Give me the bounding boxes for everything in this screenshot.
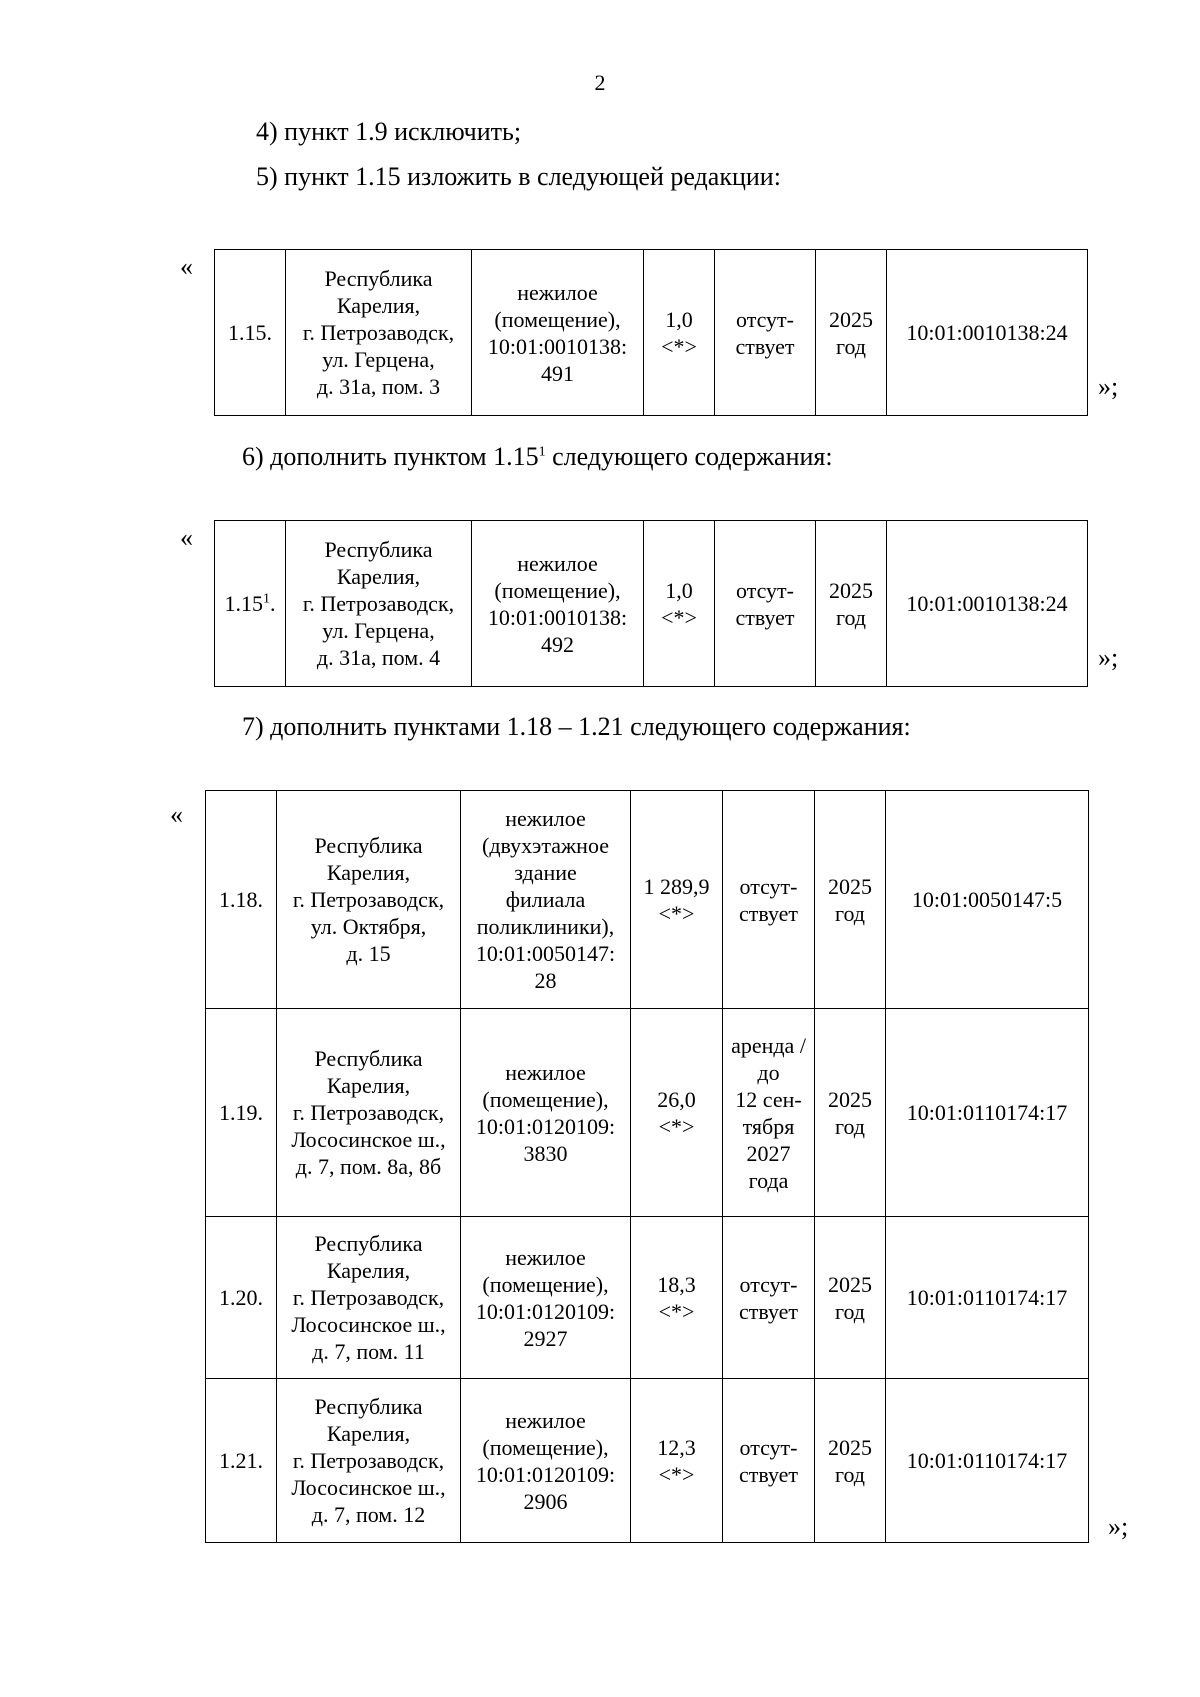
cell-area: 1,0 <*> [644, 521, 715, 687]
cell-area: 18,3 <*> [631, 1217, 723, 1379]
cell-number: 1.15$^1$. [215, 521, 286, 687]
cell-area: 12,3 <*> [631, 1379, 723, 1543]
cell-year: 2025 год [816, 250, 887, 416]
cell-address: Республика Карелия, г. Петрозаводск, ул. Октября, д. 15 [277, 791, 461, 1009]
open-quote-3: « [170, 800, 183, 829]
cell-year: 2025 год [815, 791, 886, 1009]
cell-number: 1.19. [206, 1009, 277, 1217]
cell-year: 2025 год [815, 1009, 886, 1217]
close-quote-2: »; [1098, 643, 1119, 672]
cell-address: Республика Карелия, г. Петрозаводск, Лососинское ш., д. 7, пом. 8а, 8б [277, 1009, 461, 1217]
table-item-1-15 [214, 249, 1088, 416]
table-row [215, 250, 1088, 416]
cell-address: Республика Карелия, г. Петрозаводск, ул. Герцена, д. 31а, пом. 3 [286, 250, 472, 416]
cell-number: 1.15. [215, 250, 286, 416]
open-quote-1: « [180, 252, 193, 281]
item-4-text: 4) пункт 1.9 исключить; [256, 117, 522, 146]
cell-year: 2025 год [815, 1379, 886, 1543]
cell-area: 1 289,9 <*> [631, 791, 723, 1009]
cell-year: 2025 год [816, 521, 887, 687]
open-quote-2: « [180, 523, 193, 552]
close-quote-1: »; [1098, 372, 1119, 401]
cell-number: 1.20. [206, 1217, 277, 1379]
table-row [206, 1217, 1089, 1379]
table-row [215, 521, 1088, 687]
item-6-text: 6) дополнить пунктом 1.15$^1$ следующего содержания: [242, 442, 833, 471]
table-item-1-15-1 [214, 520, 1088, 687]
cell-cadastral: 10:01:0110174:17 [886, 1217, 1089, 1379]
cell-cadastral: 10:01:0110174:17 [886, 1009, 1089, 1217]
cell-cadastral: 10:01:0010138:24 [887, 250, 1088, 416]
close-quote-3: »; [1108, 1512, 1129, 1541]
cell-year: 2025 год [815, 1217, 886, 1379]
cell-number: 1.21. [206, 1379, 277, 1543]
table-row [206, 791, 1089, 1009]
table-row [206, 1379, 1089, 1543]
cell-address: Республика Карелия, г. Петрозаводск, Лососинское ш., д. 7, пом. 11 [277, 1217, 461, 1379]
cell-object: нежилое (помещение), 10:01:0010138: 491 [472, 250, 644, 416]
page-number: 2 [594, 70, 606, 95]
cell-object: нежилое (помещение), 10:01:0120109: 2906 [461, 1379, 631, 1543]
cell-number: 1.18. [206, 791, 277, 1009]
cell-cadastral: 10:01:0110174:17 [886, 1379, 1089, 1543]
cell-area: 1,0 <*> [644, 250, 715, 416]
cell-encumbrance: аренда / до 12 сен- тября 2027 года [723, 1009, 815, 1217]
cell-cadastral: 10:01:0010138:24 [887, 521, 1088, 687]
cell-cadastral: 10:01:0050147:5 [886, 791, 1089, 1009]
item-7-text: 7) дополнить пунктами 1.18 – 1.21 следующего содержания: [242, 712, 911, 741]
cell-area: 26,0 <*> [631, 1009, 723, 1217]
cell-encumbrance: отсут- ствует [723, 1379, 815, 1543]
cell-address: Республика Карелия, г. Петрозаводск, ул. Герцена, д. 31а, пом. 4 [286, 521, 472, 687]
cell-encumbrance: отсут- ствует [723, 791, 815, 1009]
cell-object: нежилое (помещение), 10:01:0120109: 2927 [461, 1217, 631, 1379]
cell-encumbrance: отсут- ствует [723, 1217, 815, 1379]
table-row [206, 1009, 1089, 1217]
cell-encumbrance: отсут- ствует [715, 250, 816, 416]
cell-address: Республика Карелия, г. Петрозаводск, Лососинское ш., д. 7, пом. 12 [277, 1379, 461, 1543]
cell-object: нежилое (двухэтажное здание филиала поликлиники), 10:01:0050147: 28 [461, 791, 631, 1009]
table-items-1-18-1-21 [205, 790, 1089, 1543]
item-5-text: 5) пункт 1.15 изложить в следующей редакции: [256, 162, 781, 191]
cell-object: нежилое (помещение), 10:01:0010138: 492 [472, 521, 644, 687]
cell-encumbrance: отсут- ствует [715, 521, 816, 687]
cell-object: нежилое (помещение), 10:01:0120109: 3830 [461, 1009, 631, 1217]
